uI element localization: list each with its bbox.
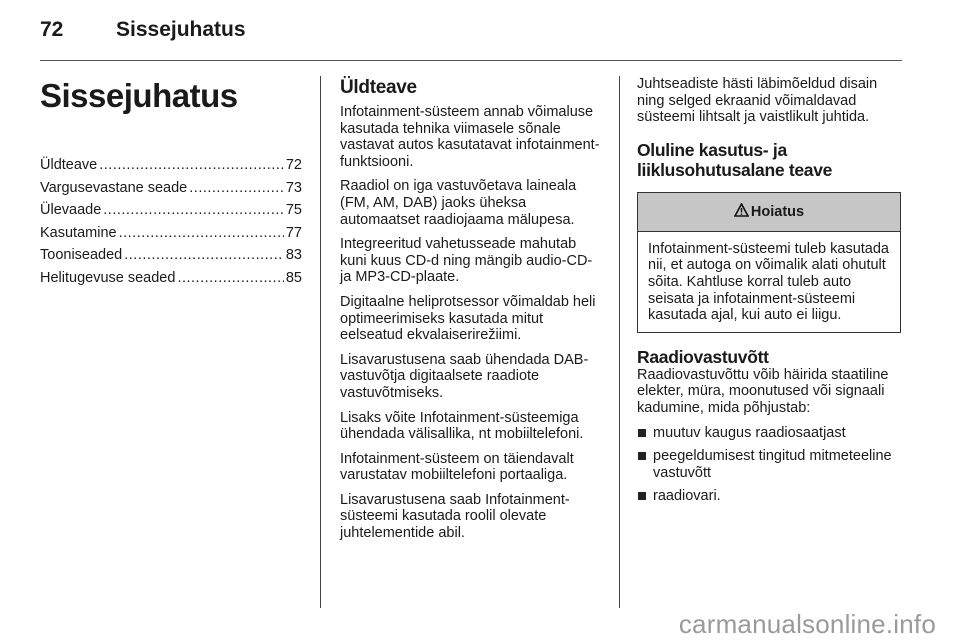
bullet-text: peegeldumisest tingitud mitmeteeline vastuvõtt: [653, 448, 892, 481]
warning-box: [637, 192, 901, 333]
toc-item[interactable]: [40, 177, 302, 200]
paragraph: Lisaks võite Infotainment-süsteemiga ühendada välisallika, nt mobiiltelefoni.: [340, 409, 584, 443]
paragraph: Digitaalne heliprotsessor võimaldab heli optimeerimiseks kasutada mitut eelseatud ekvalaiserirežiimi.: [340, 293, 596, 344]
toc-label: Helitugevuse seaded: [40, 269, 176, 286]
toc-leader-dots: [119, 222, 284, 245]
toc-page: 77: [285, 224, 302, 241]
toc-item[interactable]: [40, 244, 302, 267]
toc-label: Ülevaade: [40, 202, 102, 218]
toc-page: 72: [285, 157, 302, 173]
bullet-item: [637, 448, 901, 481]
intro-paragraph: Juhtseadiste hästi läbimõeldud disain ning selged ekraanid võimaldavad süsteemi lihtsalt ja vaistlikult juhtida.: [637, 76, 878, 126]
column-1: [40, 76, 302, 289]
toc-leader-dots: [103, 199, 284, 222]
toc-item[interactable]: [40, 199, 302, 222]
toc-label: Kasutamine: [40, 224, 117, 241]
warning-triangle-icon-svg: [734, 203, 749, 217]
column-2: [340, 76, 602, 550]
toc-leader-dots: [189, 177, 284, 200]
warning-triangle-icon: [734, 203, 749, 221]
toc-label: Vargusevastane seade: [40, 179, 188, 196]
paragraph: Lisavarustusena saab ühendada DAB-vastuvõtja digitaalsete raadiote vastuvõtmiseks.: [340, 351, 589, 401]
toc-leader-dots: [99, 154, 284, 177]
column-divider-1: [320, 76, 321, 608]
bullet-item: [637, 488, 901, 505]
warning-title: Hoiatus: [750, 203, 805, 220]
section-heading: Üldteave: [340, 77, 417, 98]
toc-item[interactable]: [40, 267, 302, 290]
page-header: [40, 18, 900, 48]
paragraph: Raadiol on iga vastuvõetava laineala (FM, AM, DAB) jaoks üheksa automaatset raadiojaama mälupesa.: [340, 178, 577, 228]
paragraph: Infotainment-süsteem on täiendavalt varustatav mobiiltelefoni portaaliga.: [340, 450, 574, 484]
toc-page: 73: [285, 179, 302, 196]
paragraph: Integreeritud vahetusseade mahutab kuni kuus CD-d ning mängib audio-CD- ja MP3-CD-plaate.: [340, 236, 593, 286]
warning-header: [638, 193, 900, 232]
header-section-title: Sissejuhatus: [116, 18, 246, 41]
toc-leader-dots: [177, 267, 283, 290]
toc-page: 75: [285, 202, 302, 218]
header-divider: [40, 60, 902, 61]
column-3: [637, 76, 901, 512]
section-heading: Oluline kasutus- ja liiklusohutusalane teave: [637, 139, 833, 180]
toc-label: Üldteave: [40, 157, 98, 173]
column-divider-2: [619, 76, 620, 608]
warning-text: Infotainment-süsteemi tuleb kasutada nii, et autoga on võimalik alati ohutult sõita. Kahtluse korral tuleb auto seisata ja infotainment-süsteemi kasutada ajal, kui auto ei liigu.: [648, 240, 889, 324]
paragraph: Raadiovastuvõttu võib häirida staatiline elekter, müra, moonutused või signaali kadumine, mida põhjustab:: [637, 366, 889, 416]
chapter-title: Sissejuhatus: [40, 77, 238, 114]
bullet-text: muutuv kaugus raadiosaatjast: [653, 424, 846, 441]
paragraph: Infotainment-süsteem annab võimaluse kasutada tehnika viimasele sõnale vastavat autos kasutatavat infotainment-funktsiooni.: [340, 104, 600, 170]
table-of-contents: [40, 154, 302, 289]
toc-page: 85: [285, 269, 302, 286]
toc-leader-dots: [124, 244, 284, 267]
square-bullet-icon: [638, 429, 646, 437]
square-bullet-icon: [638, 452, 646, 460]
toc-label: Tooniseaded: [40, 247, 123, 263]
bullet-text: raadiovari.: [653, 488, 721, 505]
bullet-list: [637, 425, 901, 505]
paragraph: Lisavarustusena saab Infotainment-süsteemi kasutada roolil olevate juhtelementide abil.: [340, 491, 570, 542]
toc-item[interactable]: [40, 222, 302, 245]
bullet-item: [637, 425, 901, 442]
page-number: 72: [40, 18, 64, 41]
watermark: carmanualsonline.info: [678, 609, 936, 639]
section-heading: Raadiovastuvõtt: [637, 346, 769, 367]
toc-item[interactable]: [40, 154, 302, 177]
square-bullet-icon: [638, 492, 646, 500]
toc-page: 83: [285, 247, 302, 263]
